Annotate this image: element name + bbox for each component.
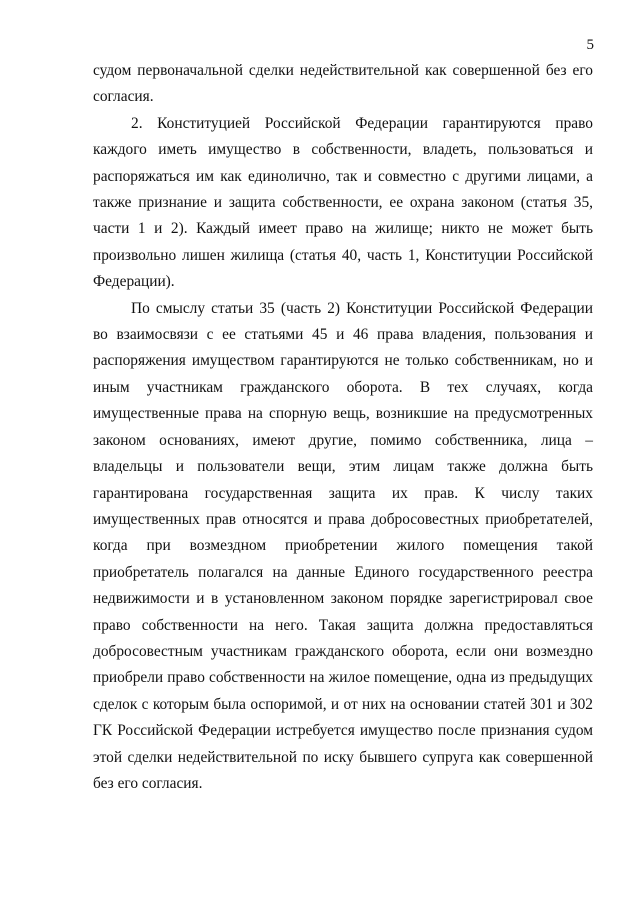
page-number: 5 bbox=[586, 37, 594, 53]
paragraph-constitutional-guarantees: 2. Конституцией Российской Федерации гарантируются право каждого иметь имущество в собственности, владеть, пользоваться и распоряжаться им как единолично, так и совместно с другими лицами, а также признание и защита собственности, ее охрана законом (статья 35, части 1 и 2). Каждый имеет право на жилище; никто не может быть произвольно лишен жилища (статья 40, часть 1, Конституции Российской Федерации). bbox=[93, 114, 593, 291]
paragraph-good-faith-acquirers: По смыслу статьи 35 (часть 2) Конституции Российской Федерации во взаимосвязи с ее статьями 45 и 46 права владения, пользования и распоряжения имуществом гарантируются не только собственникам, но и иным участникам гражданского оборота. В тех случаях, когда имущественные права на спорную вещь, возникшие на предусмотренных законом основаниях, имеют другие, помимо собственника, лица – владельцы и пользователи вещи, этим лицам также должна быть гарантирована государственная защита их прав. К числу таких имущественных прав относятся и права добросовестных приобретателей, когда при возмездном приобретении жилого помещения такой приобретатель полагался на данные Единого государственного реестра недвижимости и в установленном законом порядке зарегистрировал свое право собственности на него. Такая защита должна предоставляться добросовестным участникам гражданского оборота, если они возмездно приобрели право собственности на жилое помещение, одна из предыдущих сделок с которым была оспоримой, и от них на основании статей 301 и 302 ГК Российской Федерации истребуется имущество после признания судом этой сделки недействительной по иску бывшего супруга как совершенной без его согласия. bbox=[93, 299, 593, 792]
document-body bbox=[93, 58, 593, 797]
paragraph-continuation: судом первоначальной сделки недействительной как совершенной без его согласия. bbox=[93, 62, 593, 106]
